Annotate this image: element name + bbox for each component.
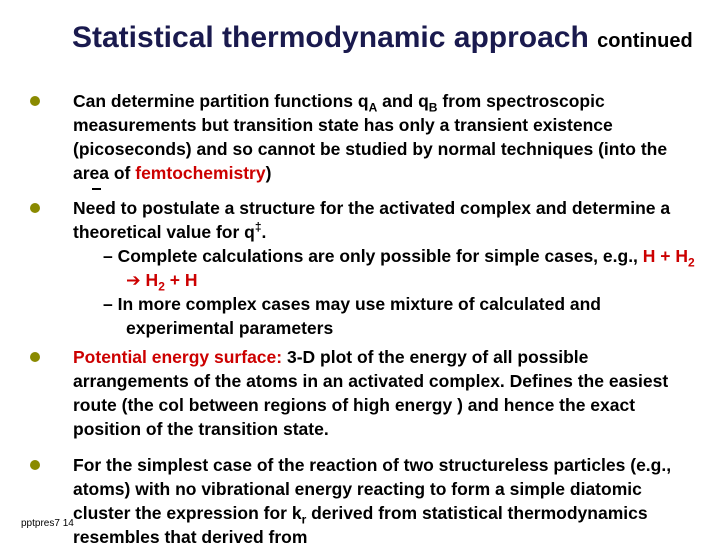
sub-bullet-complete-calculations: – Complete calculations are only possible for simple cases, e.g., $H + H_2$ ➔ $H_2 + H$ (103, 246, 695, 294)
bullet-4-text: For the simplest case of the reaction of two structureless particles (e.g., atoms) with no vibrational energy reacting to form a simple diatomic cluster the expression for $k_r$ derived from statistical thermodynamics resembles that derived from (73, 455, 672, 547)
femtochemistry-term: femtochemistry (135, 163, 266, 183)
bullet-2-text: Need to postulate a structure for the activated complex and determine a theoretical value for q‡. (73, 198, 671, 242)
bullet-dot-icon (30, 96, 40, 106)
arrow-icon: ➔ (126, 270, 141, 290)
bullet-dot-icon (30, 203, 40, 213)
slide-footer: pptpres7 14 (21, 518, 74, 529)
title-main: Statistical thermodynamic approach (72, 21, 589, 54)
bullet-3 (30, 345, 700, 441)
bullet-1-text: Can determine partition functions $q_A$ and $q_B$ from spectroscopic measurements but transition state has only a transient existence (picoseconds) and so cannot be studied by normal techniques (into the area of femtochemistry) (73, 91, 668, 183)
bullet-3-text: Potential energy surface: 3-D plot of the energy of all possible arrangements of the atoms in an activated complex. Defines the easiest route (the col between regions of high energy ) and hence the exact position of the transition state. (73, 347, 669, 439)
bullet-4 (30, 453, 700, 549)
bullet-dot-icon (30, 460, 40, 470)
bullet-dot-icon (30, 352, 40, 362)
bullet-2 (30, 196, 700, 340)
bullet-1 (30, 89, 700, 185)
title-suffix: continued (597, 30, 693, 52)
reaction-equation: $H + H_2$ ➔ $H_2 + H$ (126, 246, 695, 294)
sub-bullet-complex-cases: – In more complex cases may use mixture of calculated and experimental parameters (103, 294, 601, 338)
potential-energy-surface-term: Potential energy surface: (73, 347, 283, 367)
slide-title (72, 22, 693, 57)
overbar-mark (92, 188, 101, 190)
